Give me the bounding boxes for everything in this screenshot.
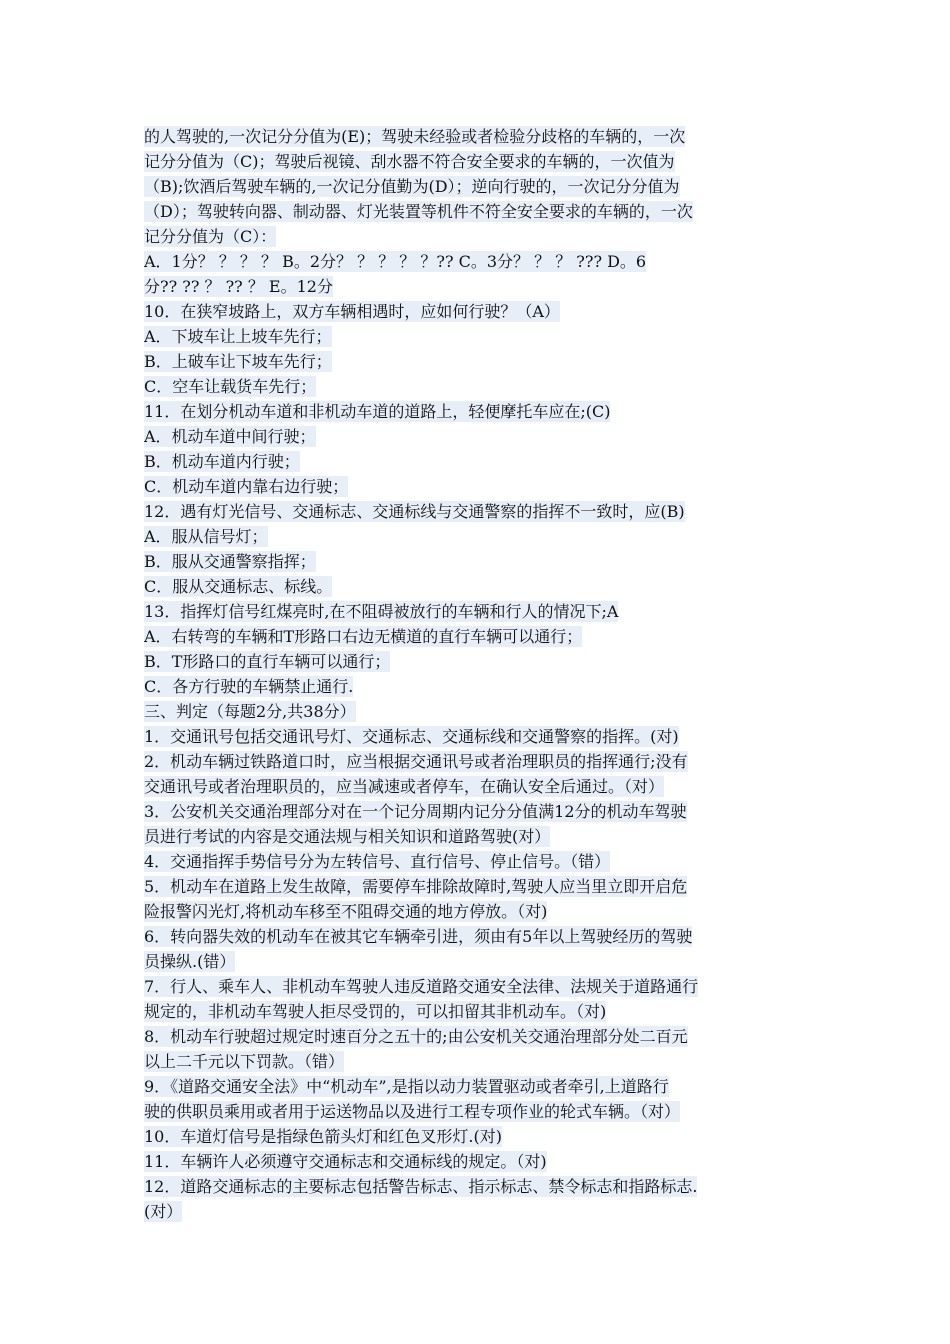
judgement-item: 8．机动车行驶超过规定时速百分之五十的;由公安机关交通治理部分处二百元 xyxy=(144,1027,688,1046)
question-12: 12．遇有灯光信号、交通标志、交通标线与交通警察的指挥不一致时，应(B) xyxy=(144,502,685,521)
judgement-item: 10．车道灯信号是指绿色箭头灯和红色叉形灯.(对) xyxy=(144,1127,502,1146)
text-line: （D）；驾驶转向器、制动器、灯光装置等机件不符全安全要求的车辆的，一次 xyxy=(144,202,693,221)
text-line: 分?? ?? ？ ?? ？ E。12分 xyxy=(144,277,333,296)
judgement-item: 4．交通指挥手势信号分为左转信号、直行信号、停止信号。（错） xyxy=(144,852,611,871)
section-heading: 三、判定（每题2分,共38分） xyxy=(144,702,356,721)
text-line: 记分分值为（C）： xyxy=(144,227,277,246)
option-line: C．空车让载货车先行； xyxy=(144,377,317,396)
text-line: 员进行考试的内容是交通法规与相关知识和道路驾驶(对） xyxy=(144,827,551,846)
text-line: A．1分？ ？ ？ ？ B。2分？ ？ ？ ？ ？?? C。3分？ ？ ？ ??? D。6 xyxy=(144,252,647,271)
question-11: 11．在划分机动车道和非机动车道的道路上，轻便摩托车应在;(C) xyxy=(144,402,611,421)
text-line: (对） xyxy=(144,1202,183,1221)
judgement-item: 12．道路交通标志的主要标志包括警告标志、指示标志、禁令标志和指路标志. xyxy=(144,1177,698,1196)
option-line: A．机动车道中间行驶； xyxy=(144,427,316,446)
option-line: A．下坡车让上坡车先行； xyxy=(144,327,332,346)
question-13: 13．指挥灯信号红煤亮时,在不阻碍被放行的车辆和行人的情况下;A xyxy=(144,602,619,621)
option-line: B．机动车道内行驶； xyxy=(144,452,300,471)
judgement-item: 11．车辆许人必须遵守交通标志和交通标线的规定。（对) xyxy=(144,1152,547,1171)
text-line: 的人驾驶的,一次记分分值为(E)；驾驶未经验或者检验分歧格的车辆的，一次 xyxy=(144,127,686,146)
text-line: 以上二千元以下罚款。（错） xyxy=(144,1052,345,1071)
option-line: A．右转弯的车辆和T形路口右边无横道的直行车辆可以通行； xyxy=(144,627,583,646)
option-line: A．服从信号灯； xyxy=(144,527,268,546)
text-line: 险报警闪光灯,将机动车移至不阻碍交通的地方停放。（对) xyxy=(144,902,548,921)
judgement-item: 6．转向器失效的机动车在被其它车辆牵引进，须由有5年以上驾驶经历的驾驶 xyxy=(144,927,693,946)
question-10: 10．在狭窄坡路上，双方车辆相遇时，应如何行驶？（A） xyxy=(144,302,560,321)
judgement-item: 1．交通讯号包括交通讯号灯、交通标志、交通标线和交通警察的指挥。(对) xyxy=(144,727,679,746)
option-line: B．服从交通警察指挥； xyxy=(144,552,316,571)
option-line: B．T形路口的直行车辆可以通行； xyxy=(144,652,391,671)
text-line: 员操纵.(错） xyxy=(144,952,236,971)
judgement-item: 2．机动车辆过铁路道口时，应当根据交通讯号或者治理职员的指挥通行;没有 xyxy=(144,752,688,771)
text-line: （B);饮酒后驾驶车辆的,一次记分值勤为(D）；逆向行驶的，一次记分分值为 xyxy=(144,177,680,196)
option-line: C．机动车道内靠右边行驶； xyxy=(144,477,349,496)
judgement-item: 7．行人、乘车人、非机动车驾驶人违反道路交通安全法律、法规关于道路通行 xyxy=(144,977,699,996)
text-line: 驶的供职员乘用或者用于运送物品以及进行工程专项作业的轮式车辆。（对） xyxy=(144,1102,681,1121)
judgement-item: 5．机动车在道路上发生故障，需要停车排除故障时,驾驶人应当里立即开启危 xyxy=(144,877,688,896)
text-line: 交通讯号或者治理职员的，应当减速或者停车，在确认安全后通过。（对） xyxy=(144,777,665,796)
option-line: C．服从交通标志、标线。 xyxy=(144,577,333,596)
text-line: 规定的，非机动车驾驶人拒尽受罚的，可以扣留其非机动车。（对) xyxy=(144,1002,607,1021)
judgement-item: 3．公安机关交通治理部分对在一个记分周期内记分分值满12分的机动车驾驶 xyxy=(144,802,687,821)
judgement-item: 9．《道路交通安全法》中“机动车”,是指以动力装置驱动或者牵引,上道路行 xyxy=(144,1077,669,1096)
option-line: B．上破车让下坡车先行； xyxy=(144,352,332,371)
option-line: C．各方行驶的车辆禁止通行. xyxy=(144,677,354,696)
text-line: 记分分值为（C)；驾驶后视镜、刮水器不符合安全要求的车辆的，一次值为 xyxy=(144,152,675,171)
